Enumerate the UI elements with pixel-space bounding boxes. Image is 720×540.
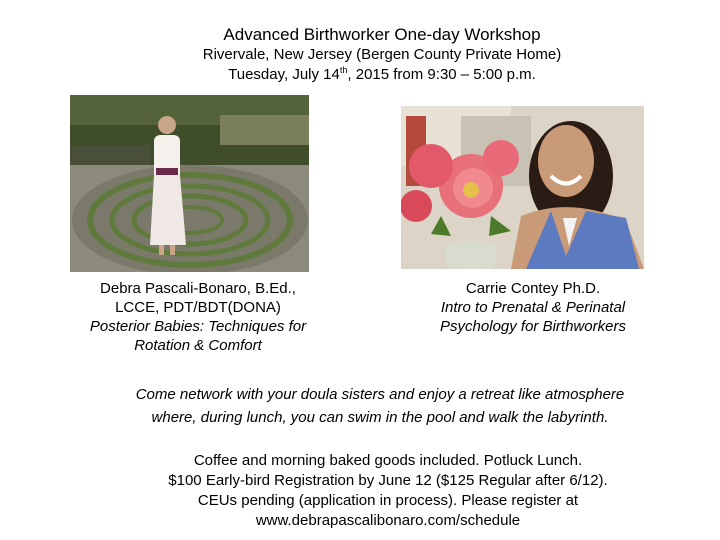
workshop-title: Advanced Birthworker One-day Workshop bbox=[223, 25, 541, 44]
workshop-date bbox=[44, 65, 720, 85]
registration-details bbox=[0, 451, 720, 531]
date-ordinal: th bbox=[339, 65, 348, 75]
speaker-name-line1: Debra Pascali-Bonaro, B.Ed., bbox=[100, 280, 296, 297]
speaker-topic-line2: Rotation & Comfort bbox=[134, 337, 262, 354]
speaker-name-line1: Carrie Contey Ph.D. bbox=[465, 280, 601, 297]
carrie-peonies-photo bbox=[401, 106, 644, 269]
speaker-topic-line2: Psychology for Birthworkers bbox=[440, 318, 626, 335]
speaker-carrie bbox=[408, 279, 658, 336]
speaker-debra bbox=[68, 279, 328, 355]
invitation-text bbox=[0, 383, 720, 429]
details-line2: $100 Early-bird Registration by June 12 ($125 Regular after 6/12). bbox=[168, 472, 608, 489]
debra-labyrinth-photo bbox=[70, 95, 309, 272]
invitation-line1: Come network with your doula sisters and enjoy a retreat like atmosphere bbox=[135, 386, 625, 403]
date-rest: , 2015 from 9:30 – 5:00 p.m. bbox=[347, 66, 536, 83]
speaker-topic-line1: Posterior Babies: Techniques for bbox=[89, 318, 307, 335]
details-line3: CEUs pending (application in process). Please register at bbox=[197, 492, 579, 509]
details-line1: Coffee and morning baked goods included. Potluck Lunch. bbox=[193, 452, 583, 469]
speaker-name-line2: LCCE, PDT/BDT(DONA) bbox=[115, 299, 281, 316]
workshop-location: Rivervale, New Jersey (Bergen County Private Home) bbox=[202, 46, 562, 63]
invitation-line2: where, during lunch, you can swim in the pool and walk the labyrinth. bbox=[151, 409, 609, 426]
workshop-header bbox=[0, 24, 720, 85]
speaker-topic-line1: Intro to Prenatal & Perinatal bbox=[440, 299, 626, 316]
schedule-link[interactable]: www.debrapascalibonaro.com/schedule bbox=[255, 512, 521, 529]
date-prefix: Tuesday, July 14 bbox=[228, 66, 340, 83]
